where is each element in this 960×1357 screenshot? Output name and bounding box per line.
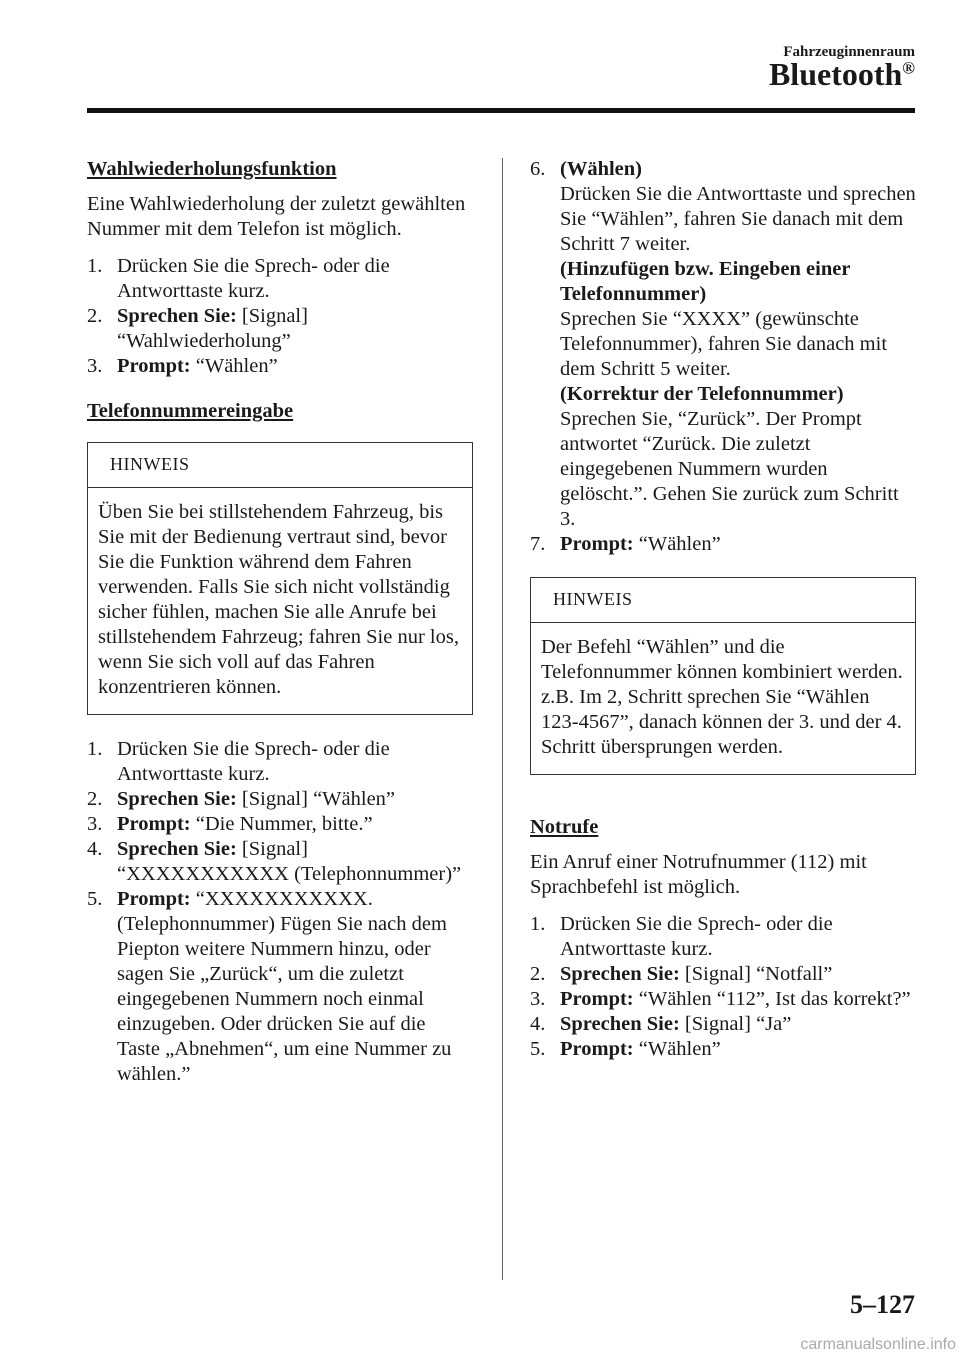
chapter-title: [769, 56, 915, 93]
note-example: z.B. Im 2, Schritt sprechen Sie “Wählen 123-4567”, danach können der 3. und der 4. Schritt übersprungen werden.: [541, 686, 902, 758]
step-content: [Signal] “XXXXXXXXXXX (Telephonnummer)”: [117, 838, 462, 885]
step-text: [117, 737, 473, 787]
step-number: 7.: [530, 533, 546, 555]
step-content: “Wählen “112”, Ist das korrekt?”: [633, 988, 911, 1010]
emergency-step: [530, 1037, 916, 1062]
step-label: Prompt:: [560, 533, 634, 555]
emergency-step: [530, 1012, 916, 1037]
step-content: Drücken Sie die Sprech- oder die Antworttaste kurz.: [117, 255, 390, 302]
number-entry-step: [87, 837, 473, 887]
option-dial-text: Drücken Sie die Antworttaste und sprechen Sie “Wählen”, fahren Sie danach mit dem Schritt 7 weiter.: [560, 183, 916, 255]
step-number: 3.: [87, 813, 103, 835]
option-add-heading: (Hinzufügen bzw. Eingeben einer Telefonnummer): [560, 258, 851, 305]
step-number: 4.: [530, 1013, 546, 1035]
section-title: Fahrzeuginnenraum: [783, 44, 915, 60]
step-content: Drücken Sie die Sprech- oder die Antworttaste kurz.: [560, 913, 833, 960]
step-text: [560, 532, 916, 557]
step-number: 6.: [530, 158, 546, 180]
step-text: [117, 304, 473, 354]
step-content: [Signal] “Wahlwiederholung”: [117, 305, 308, 352]
number-entry-step: [87, 812, 473, 837]
emergency-step: [530, 987, 916, 1012]
step-content: “XXXXXXXXXXX. (Telephonnummer) Fügen Sie nach dem Piepton weitere Nummern hinzu, oder sagen Sie „Zurück“, um die zuletzt eingegebenen Nummern noch einmal einzugeben. Oder drücken Sie auf die Taste „Abnehmen“, um eine Nummer zu wählen.”: [117, 888, 452, 1085]
redial-step: [87, 304, 473, 354]
step-content: Drücken Sie die Sprech- oder die Antworttaste kurz.: [117, 738, 390, 785]
redial-step: [87, 354, 473, 379]
step-content: [Signal] “Wählen”: [236, 788, 396, 810]
step-text: [117, 887, 473, 1087]
redial-heading: Wahlwiederholungsfunktion: [87, 158, 337, 180]
header-rule: [87, 108, 915, 113]
number-entry-step-7: [530, 532, 916, 557]
step-content: “Wählen”: [190, 355, 278, 377]
step-content: “Die Nummer, bitte.”: [190, 813, 373, 835]
number-entry-step: [87, 737, 473, 787]
note-body: Üben Sie bei stillstehendem Fahrzeug, bis Sie mit der Bedienung vertraut sind, bevor Sie die Funktion während dem Fahren verwenden. Falls Sie sich nicht vollständig sicher fühlen, machen Sie alle Anrufe bei stillstehendem Fahrzeug; fahren Sie nur los, wenn Sie sich voll auf das Fahren konzentrieren können.: [98, 501, 459, 698]
step-label: Prompt:: [560, 1038, 634, 1060]
step-number: 1.: [87, 738, 103, 760]
step-label: Sprechen Sie:: [560, 1013, 680, 1035]
step-text: [560, 157, 916, 532]
step-number: 1.: [87, 255, 103, 277]
step-text: [117, 787, 473, 812]
option-correct-heading: (Korrektur der Telefonnummer): [560, 383, 844, 405]
page-number: 5–127: [850, 1290, 915, 1319]
number-entry-step-6: [530, 157, 916, 532]
step-text: [117, 837, 473, 887]
step-text: [117, 812, 473, 837]
step-content: [Signal] “Ja”: [679, 1013, 792, 1035]
note-heading: HINWEIS: [531, 578, 915, 623]
emergency-step: [530, 912, 916, 962]
note-heading: HINWEIS: [88, 443, 472, 488]
note-box: [530, 577, 916, 775]
chapter-title-text: Bluetooth: [768, 56, 903, 92]
step-label: Prompt:: [117, 355, 191, 377]
option-dial-heading: (Wählen): [560, 158, 642, 180]
note-body: [531, 623, 915, 774]
step-content: “Wählen”: [633, 533, 721, 555]
watermark: carmanualsonline.info: [800, 1336, 956, 1353]
step-number: 5.: [530, 1038, 546, 1060]
left-column: [87, 157, 473, 1107]
step-text: [560, 987, 916, 1012]
emergency-steps: [530, 912, 916, 1062]
step-label: Sprechen Sie:: [560, 963, 680, 985]
step-text: [117, 254, 473, 304]
step-label: Sprechen Sie:: [117, 788, 237, 810]
number-entry-step: [87, 887, 473, 1087]
note-text: Der Befehl “Wählen” und die Telefonnummer können kombiniert werden.: [541, 636, 903, 683]
step-number: 2.: [530, 963, 546, 985]
step-number: 1.: [530, 913, 546, 935]
step-content: “Wählen”: [633, 1038, 721, 1060]
note-box: [87, 442, 473, 715]
step-text: [560, 912, 916, 962]
column-divider: [502, 158, 503, 1280]
step-label: Prompt:: [117, 813, 191, 835]
step-text: [560, 962, 916, 987]
step-number: 3.: [87, 355, 103, 377]
emergency-step: [530, 962, 916, 987]
right-column: [530, 157, 916, 1082]
step-text: [560, 1012, 916, 1037]
step-text: [117, 354, 473, 379]
step-number: 5.: [87, 888, 103, 910]
step-number: 4.: [87, 838, 103, 860]
registered-mark: ®: [902, 58, 915, 78]
step-content: [Signal] “Notfall”: [679, 963, 833, 985]
redial-step: [87, 254, 473, 304]
step-label: Sprechen Sie:: [117, 838, 237, 860]
step-label: Sprechen Sie:: [117, 305, 237, 327]
option-correct-text: Sprechen Sie, “Zurück”. Der Prompt antwortet “Zurück. Die zuletzt eingegebenen Nummern wurden gelöscht.”. Gehen Sie zurück zum Schritt 3.: [560, 408, 899, 530]
redial-intro: Eine Wahlwiederholung der zuletzt gewählten Nummer mit dem Telefon ist möglich.: [87, 193, 466, 240]
option-add-text: Sprechen Sie “XXXX” (gewünschte Telefonnummer), fahren Sie danach mit dem Schritt 5 weiter.: [560, 308, 888, 380]
number-entry-steps: [87, 737, 473, 1087]
emergency-intro: Ein Anruf einer Notrufnummer (112) mit Sprachbefehl ist möglich.: [530, 851, 867, 898]
number-entry-heading: Telefonnummereingabe: [87, 400, 294, 422]
step-label: Prompt:: [560, 988, 634, 1010]
number-entry-step: [87, 787, 473, 812]
redial-steps: [87, 254, 473, 379]
step-number: 2.: [87, 305, 103, 327]
step-number: 2.: [87, 788, 103, 810]
step-text: [560, 1037, 916, 1062]
emergency-heading: Notrufe: [530, 816, 599, 838]
step-number: 3.: [530, 988, 546, 1010]
step-label: Prompt:: [117, 888, 191, 910]
